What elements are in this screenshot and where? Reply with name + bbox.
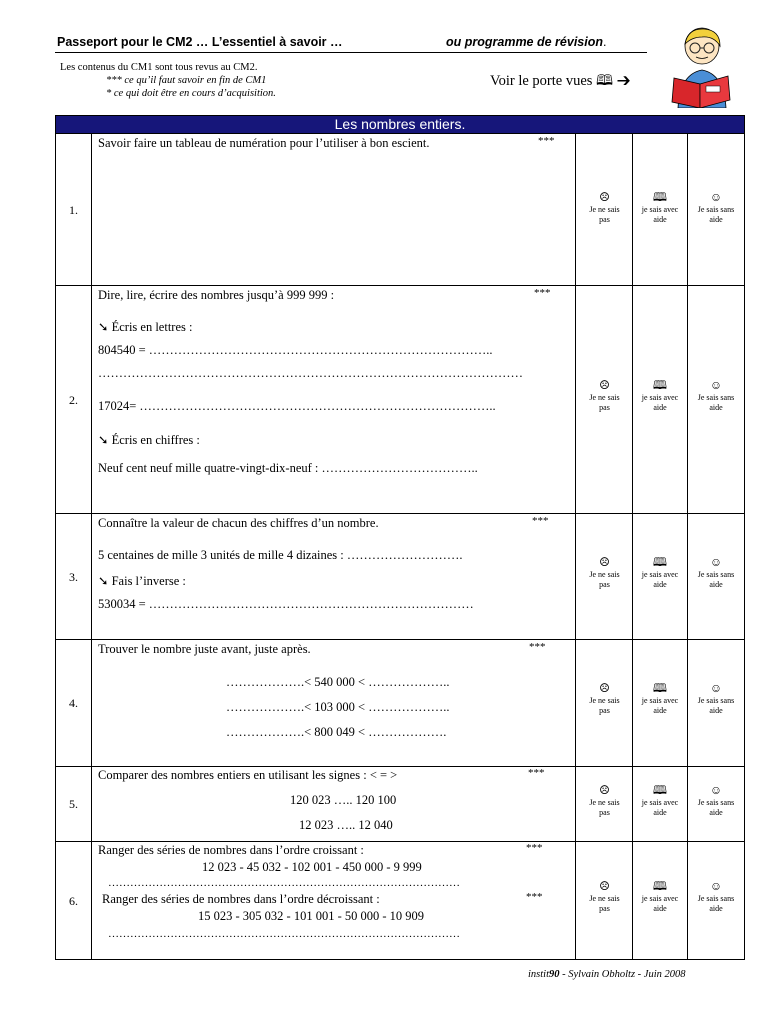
row-content [92, 514, 576, 640]
skill-text: Trouver le nombre juste avant, juste après. [98, 642, 311, 656]
eval-without-help[interactable]: ☺ Je sais sans aide [688, 640, 744, 767]
eval-with-help[interactable]: 🕮 je sais avec aide [633, 842, 688, 960]
row-number: 2. [56, 286, 92, 514]
sad-face-icon: ☹ [599, 879, 610, 893]
happy-face-icon: ☺ [709, 378, 723, 392]
happy-face-icon: ☺ [709, 555, 723, 569]
book-icon: 🕮 [652, 555, 668, 569]
eval-dont-know[interactable]: ☹ Je ne sais pas [577, 134, 633, 286]
book-icon: 🕮 [652, 783, 668, 797]
level-stars: *** [532, 515, 549, 527]
eval-with-help[interactable]: 🕮 je sais avec aide [633, 286, 688, 514]
skill-text: Comparer des nombres entiers en utilisant les signes : < = > [98, 768, 398, 782]
answer-line: ………………………………………………………………………………………… [98, 366, 523, 380]
answer-line: ……………….< 103 000 < ……………….. [226, 700, 450, 714]
exercise-heading: ➘ Fais l’inverse : [98, 574, 186, 588]
answer-line: ……………….< 800 049 < ………………. [226, 725, 447, 739]
level-stars: *** [526, 891, 543, 903]
book-icon: 🕮 [652, 681, 668, 695]
answer-line: 804540 = ……………………………………………………………………….. [98, 343, 493, 357]
table-row [56, 285, 744, 514]
row-content [92, 134, 576, 286]
intro-line-1: Les contenus du CM1 sont tous revus au CM2. [60, 62, 258, 73]
table-title: Les nombres entiers. [56, 116, 744, 133]
reading-boy-illustration [664, 24, 736, 108]
book-icon: 🕮 [652, 378, 668, 392]
footer-credit: instit90 - Sylvain Obholtz - Juin 2008 [528, 969, 686, 980]
book-icon: 🕮 [652, 879, 668, 893]
answer-line: 120 023 ….. 120 100 [290, 793, 397, 807]
eval-with-help[interactable]: 🕮 je sais avec aide [633, 514, 688, 640]
sad-face-icon: ☹ [599, 681, 610, 695]
answer-line: 5 centaines de mille 3 unités de mille 4 dizaines : ………………………. [98, 548, 463, 562]
happy-face-icon: ☺ [709, 681, 723, 695]
eval-dont-know[interactable]: ☹ Je ne sais pas [577, 286, 633, 514]
intro-line-2: *** ce qu’il faut savoir en fin de CM1 [106, 75, 267, 86]
eval-without-help[interactable]: ☺ Je sais sans aide [688, 842, 744, 960]
answer-line: …………………………………………………………………………………… [108, 877, 460, 889]
eval-without-help[interactable]: ☺ Je sais sans aide [688, 286, 744, 514]
number-series: 15 023 - 305 032 - 101 001 - 50 000 - 10 909 [198, 909, 425, 923]
answer-line: Neuf cent neuf mille quatre-vingt-dix-neuf : ……………………………….. [98, 461, 478, 475]
eval-with-help[interactable]: 🕮 je sais avec aide [633, 640, 688, 767]
sad-face-icon: ☹ [599, 378, 610, 392]
table-row [56, 513, 744, 640]
see-binder-note: Voir le porte vues 🕮 ➔ [490, 73, 631, 89]
level-stars: *** [538, 135, 555, 147]
row-number: 5. [56, 767, 92, 842]
row-content [92, 286, 576, 514]
header-title: Passeport pour le CM2 … L’essentiel à savoir … [57, 35, 343, 49]
intro-line-3: * ce qui doit être en cours d’acquisition. [106, 88, 276, 99]
level-stars: *** [534, 287, 551, 299]
answer-line: 530034 = …………………………………………………………………… [98, 597, 474, 611]
sad-face-icon: ☹ [599, 783, 610, 797]
number-series: 12 023 - 45 032 - 102 001 - 450 000 - 9 999 [202, 860, 422, 874]
exercise-heading: ➘ Écris en lettres : [98, 320, 193, 334]
table-row [56, 766, 744, 842]
row-number: 6. [56, 842, 92, 960]
row-number: 3. [56, 514, 92, 640]
header-rule [55, 52, 647, 53]
eval-dont-know[interactable]: ☹ Je ne sais pas [577, 514, 633, 640]
skill-text: Connaître la valeur de chacun des chiffres d’un nombre. [98, 516, 379, 530]
happy-face-icon: ☺ [709, 190, 723, 204]
sad-face-icon: ☹ [599, 555, 610, 569]
skill-text: Ranger des séries de nombres dans l’ordre croissant : [98, 843, 364, 857]
table-row [56, 639, 744, 767]
answer-line: …………………………………………………………………………………… [108, 928, 460, 940]
row-number: 1. [56, 134, 92, 286]
answer-line: 17024= ………………………………………………………………………….. [98, 399, 496, 413]
eval-with-help[interactable]: 🕮 je sais avec aide [633, 767, 688, 842]
table-row [56, 133, 744, 286]
answer-line: 12 023 ….. 12 040 [299, 818, 393, 832]
intro-notes [60, 61, 276, 100]
row-content [92, 842, 576, 960]
book-icon: 🕮 [652, 190, 668, 204]
sad-face-icon: ☹ [599, 190, 610, 204]
skills-table [55, 115, 745, 960]
row-number: 4. [56, 640, 92, 767]
eval-dont-know[interactable]: ☹ Je ne sais pas [577, 767, 633, 842]
eval-without-help[interactable]: ☺ Je sais sans aide [688, 134, 744, 286]
row-content [92, 640, 576, 767]
level-stars: *** [528, 767, 545, 779]
answer-line: ……………….< 540 000 < ……………….. [226, 675, 450, 689]
level-stars: *** [526, 842, 543, 854]
exercise-heading: ➘ Écris en chiffres : [98, 433, 200, 447]
eval-dont-know[interactable]: ☹ Je ne sais pas [577, 640, 633, 767]
eval-without-help[interactable]: ☺ Je sais sans aide [688, 514, 744, 640]
table-row [56, 841, 744, 960]
happy-face-icon: ☺ [709, 783, 723, 797]
happy-face-icon: ☺ [709, 879, 723, 893]
header-subtitle: ou programme de révision. [446, 35, 607, 49]
eval-without-help[interactable]: ☺ Je sais sans aide [688, 767, 744, 842]
level-stars: *** [529, 641, 546, 653]
eval-with-help[interactable]: 🕮 je sais avec aide [633, 134, 688, 286]
skill-text: Savoir faire un tableau de numération pour l’utiliser à bon escient. [98, 136, 430, 150]
skill-text: Ranger des séries de nombres dans l’ordre décroissant : [102, 892, 380, 906]
skill-text: Dire, lire, écrire des nombres jusqu’à 999 999 : [98, 288, 335, 302]
row-content [92, 767, 576, 842]
eval-dont-know[interactable]: ☹ Je ne sais pas [577, 842, 633, 960]
